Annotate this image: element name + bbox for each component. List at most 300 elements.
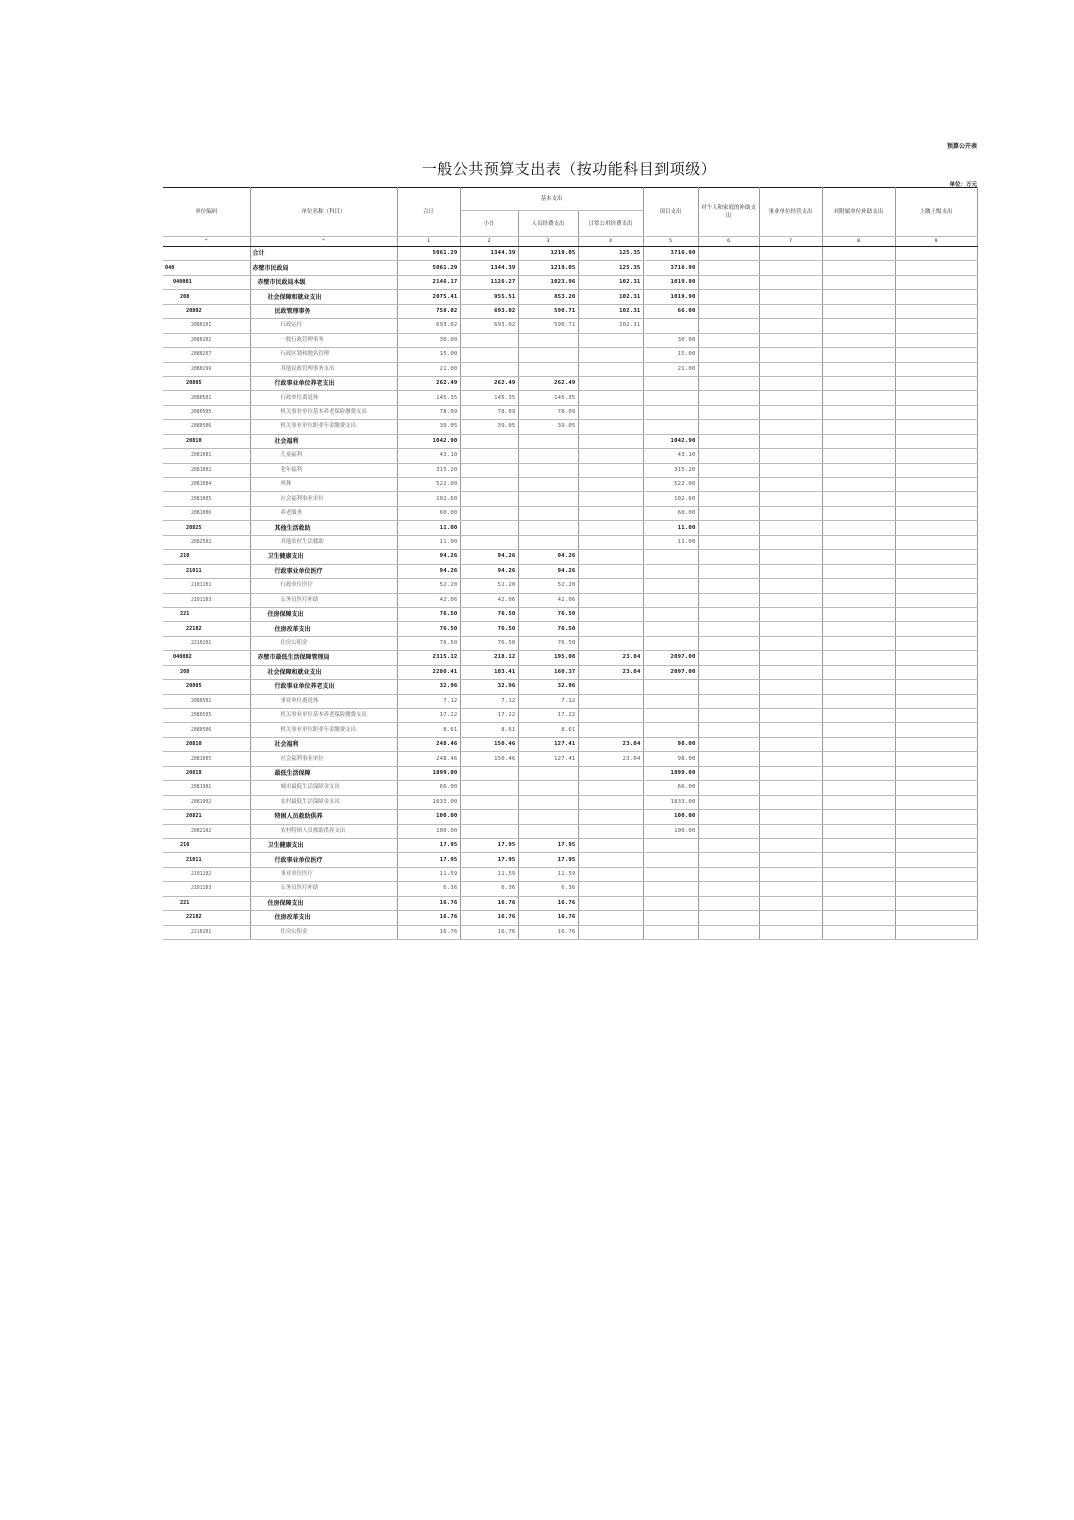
row-code: 22102	[163, 622, 250, 636]
row-empty-cell	[698, 579, 759, 593]
row-personnel	[518, 521, 578, 535]
row-code: 20821	[163, 810, 250, 824]
row-code: 2081005	[163, 492, 250, 506]
row-total: 2075.41	[397, 290, 460, 304]
table-row	[163, 449, 977, 463]
row-public	[578, 853, 643, 867]
row-empty-cell	[759, 579, 822, 593]
row-empty-cell	[895, 478, 977, 492]
row-project: 1019.90	[643, 290, 698, 304]
row-code: 2081004	[163, 478, 250, 492]
table-row	[163, 824, 977, 838]
row-empty-cell	[822, 579, 895, 593]
row-personnel: 17.95	[518, 853, 578, 867]
row-empty-cell	[698, 521, 759, 535]
row-public: 125.35	[578, 247, 643, 261]
row-public	[578, 391, 643, 405]
row-empty-cell	[895, 737, 977, 751]
table-row	[163, 781, 977, 795]
row-name: 农村最低生活保障金支出	[250, 795, 397, 809]
row-empty-cell	[759, 694, 822, 708]
row-name: 社会保障和就业支出	[250, 290, 397, 304]
row-subtotal	[460, 535, 518, 549]
row-empty-cell	[759, 853, 822, 867]
row-empty-cell	[698, 290, 759, 304]
row-empty-cell	[759, 651, 822, 665]
row-empty-cell	[895, 781, 977, 795]
row-personnel	[518, 795, 578, 809]
row-total: 758.02	[397, 304, 460, 318]
row-name: 住房公积金	[250, 925, 397, 939]
row-name: 行政单位离退休	[250, 391, 397, 405]
row-personnel	[518, 478, 578, 492]
row-subtotal: 76.50	[460, 636, 518, 650]
row-name: 社会福利	[250, 737, 397, 751]
row-total: 1833.00	[397, 795, 460, 809]
row-empty-cell	[822, 333, 895, 347]
row-project: 30.00	[643, 333, 698, 347]
row-personnel: 1219.05	[518, 261, 578, 275]
header-individual: 对个人和家庭的补助支出	[698, 188, 759, 237]
row-empty-cell	[895, 636, 977, 650]
row-total: 145.35	[397, 391, 460, 405]
row-empty-cell	[895, 348, 977, 362]
row-total: 8.61	[397, 723, 460, 737]
row-empty-cell	[822, 723, 895, 737]
row-empty-cell	[895, 766, 977, 780]
row-project	[643, 680, 698, 694]
row-empty-cell	[698, 405, 759, 419]
row-project	[643, 391, 698, 405]
row-subtotal: 145.35	[460, 391, 518, 405]
row-project: 21.00	[643, 362, 698, 376]
index-cell: 3	[518, 237, 578, 247]
table-row	[163, 853, 977, 867]
row-empty-cell	[759, 723, 822, 737]
row-name: 卫生健康支出	[250, 838, 397, 852]
row-project: 315.20	[643, 463, 698, 477]
row-code: 208	[163, 665, 250, 679]
row-personnel	[518, 463, 578, 477]
row-code: 221	[163, 896, 250, 910]
row-empty-cell	[822, 810, 895, 824]
row-empty-cell	[759, 607, 822, 621]
row-subtotal: 6.36	[460, 882, 518, 896]
row-empty-cell	[759, 492, 822, 506]
row-project	[643, 853, 698, 867]
index-cell: 7	[759, 237, 822, 247]
row-code: 040001	[163, 275, 250, 289]
table-row	[163, 275, 977, 289]
table-row	[163, 766, 977, 780]
row-empty-cell	[759, 376, 822, 390]
row-empty-cell	[895, 911, 977, 925]
table-row	[163, 564, 977, 578]
table-row	[163, 636, 977, 650]
row-subtotal	[460, 506, 518, 520]
row-empty-cell	[698, 896, 759, 910]
table-body	[163, 237, 977, 940]
row-personnel: 16.76	[518, 911, 578, 925]
row-name: 社会福利	[250, 434, 397, 448]
row-name: 赤壁市最低生活保障管理局	[250, 651, 397, 665]
row-personnel: 160.37	[518, 665, 578, 679]
row-personnel	[518, 348, 578, 362]
row-total: 11.00	[397, 521, 460, 535]
row-subtotal: 183.41	[460, 665, 518, 679]
row-empty-cell	[822, 607, 895, 621]
row-public	[578, 564, 643, 578]
row-empty-cell	[822, 651, 895, 665]
row-empty-cell	[759, 463, 822, 477]
row-code: 21011	[163, 564, 250, 578]
row-total: 39.05	[397, 420, 460, 434]
row-empty-cell	[698, 665, 759, 679]
row-empty-cell	[822, 896, 895, 910]
row-empty-cell	[895, 795, 977, 809]
row-subtotal: 16.76	[460, 925, 518, 939]
row-code: 2080201	[163, 319, 250, 333]
row-public	[578, 579, 643, 593]
row-empty-cell	[895, 607, 977, 621]
row-empty-cell	[822, 564, 895, 578]
row-empty-cell	[698, 607, 759, 621]
row-name: 社会福利事业单位	[250, 492, 397, 506]
row-name: 其他民政管理事务支出	[250, 362, 397, 376]
row-empty-cell	[895, 651, 977, 665]
row-empty-cell	[698, 550, 759, 564]
row-public	[578, 348, 643, 362]
row-total: 32.96	[397, 680, 460, 694]
row-name: 其他生活救助	[250, 521, 397, 535]
row-empty-cell	[759, 838, 822, 852]
row-name: 合计	[250, 247, 397, 261]
row-code: 2081006	[163, 506, 250, 520]
row-personnel: 11.59	[518, 867, 578, 881]
row-project	[643, 622, 698, 636]
row-empty-cell	[759, 896, 822, 910]
table-row	[163, 261, 977, 275]
row-empty-cell	[759, 622, 822, 636]
row-empty-cell	[895, 810, 977, 824]
row-empty-cell	[759, 781, 822, 795]
row-total: 17.22	[397, 709, 460, 723]
header-public: 日常公用经费支出	[578, 211, 643, 237]
row-total: 248.46	[397, 737, 460, 751]
row-public	[578, 882, 643, 896]
row-code: 20819	[163, 766, 250, 780]
row-empty-cell	[759, 550, 822, 564]
row-subtotal: 693.02	[460, 319, 518, 333]
row-public	[578, 376, 643, 390]
row-empty-cell	[822, 405, 895, 419]
row-code: 2081001	[163, 449, 250, 463]
row-empty-cell	[895, 304, 977, 318]
row-personnel	[518, 333, 578, 347]
row-project: 3716.90	[643, 247, 698, 261]
row-public	[578, 838, 643, 852]
row-empty-cell	[822, 247, 895, 261]
row-empty-cell	[822, 506, 895, 520]
row-personnel: 94.26	[518, 564, 578, 578]
row-empty-cell	[822, 824, 895, 838]
row-empty-cell	[822, 925, 895, 939]
row-public	[578, 593, 643, 607]
row-code: 2081901	[163, 781, 250, 795]
row-total: 16.76	[397, 911, 460, 925]
row-empty-cell	[895, 405, 977, 419]
row-code: 2081002	[163, 463, 250, 477]
row-project	[643, 709, 698, 723]
row-empty-cell	[759, 247, 822, 261]
row-public	[578, 680, 643, 694]
row-subtotal: 1126.27	[460, 275, 518, 289]
row-empty-cell	[759, 737, 822, 751]
row-empty-cell	[698, 593, 759, 607]
index-cell: 8	[822, 237, 895, 247]
row-subtotal	[460, 781, 518, 795]
row-empty-cell	[698, 247, 759, 261]
row-total: 5061.29	[397, 247, 460, 261]
row-name: 行政运行	[250, 319, 397, 333]
row-public	[578, 478, 643, 492]
row-project	[643, 593, 698, 607]
row-personnel	[518, 766, 578, 780]
index-cell: 9	[895, 237, 977, 247]
row-subtotal: 52.20	[460, 579, 518, 593]
row-name: 行政事业单位养老支出	[250, 376, 397, 390]
table-row	[163, 492, 977, 506]
row-subtotal: 1344.39	[460, 247, 518, 261]
table-row	[163, 579, 977, 593]
row-subtotal: 150.46	[460, 737, 518, 751]
row-empty-cell	[698, 275, 759, 289]
row-project	[643, 319, 698, 333]
row-subtotal: 17.95	[460, 838, 518, 852]
row-personnel: 17.22	[518, 709, 578, 723]
row-subtotal	[460, 348, 518, 362]
row-project: 43.10	[643, 449, 698, 463]
row-code: 2080506	[163, 420, 250, 434]
row-empty-cell	[698, 925, 759, 939]
row-empty-cell	[698, 492, 759, 506]
row-empty-cell	[698, 376, 759, 390]
row-empty-cell	[895, 838, 977, 852]
row-project	[643, 376, 698, 390]
row-total: 2146.17	[397, 275, 460, 289]
row-total: 2315.12	[397, 651, 460, 665]
row-empty-cell	[822, 737, 895, 751]
row-name: 城市最低生活保障金支出	[250, 781, 397, 795]
row-subtotal: 8.61	[460, 723, 518, 737]
table-row	[163, 810, 977, 824]
row-subtotal: 218.12	[460, 651, 518, 665]
row-project	[643, 550, 698, 564]
row-name: 儿童福利	[250, 449, 397, 463]
row-name: 农村特困人员救助供养支出	[250, 824, 397, 838]
row-empty-cell	[759, 275, 822, 289]
row-name: 社会保障和就业支出	[250, 665, 397, 679]
row-empty-cell	[895, 449, 977, 463]
row-subtotal: 11.59	[460, 867, 518, 881]
row-total: 78.09	[397, 405, 460, 419]
index-cell: 4	[578, 237, 643, 247]
row-personnel: 8.61	[518, 723, 578, 737]
row-empty-cell	[698, 420, 759, 434]
row-empty-cell	[698, 766, 759, 780]
row-empty-cell	[759, 665, 822, 679]
row-subtotal: 76.50	[460, 607, 518, 621]
row-empty-cell	[759, 304, 822, 318]
row-code: 2082502	[163, 535, 250, 549]
row-code: 2082102	[163, 824, 250, 838]
row-total: 693.02	[397, 319, 460, 333]
row-total: 94.26	[397, 550, 460, 564]
row-public	[578, 867, 643, 881]
table-row	[163, 319, 977, 333]
row-empty-cell	[698, 506, 759, 520]
row-empty-cell	[759, 795, 822, 809]
row-project	[643, 405, 698, 419]
index-row	[163, 237, 977, 247]
row-empty-cell	[822, 911, 895, 925]
row-empty-cell	[822, 362, 895, 376]
row-subtotal	[460, 492, 518, 506]
row-personnel	[518, 506, 578, 520]
row-empty-cell	[698, 752, 759, 766]
row-total: 6.36	[397, 882, 460, 896]
row-personnel: 127.41	[518, 752, 578, 766]
header-subsidy: 对附属单位补助支出	[822, 188, 895, 237]
row-subtotal: 94.26	[460, 550, 518, 564]
row-public	[578, 449, 643, 463]
row-total: 66.00	[397, 781, 460, 795]
row-total: 5061.29	[397, 261, 460, 275]
row-public	[578, 925, 643, 939]
row-empty-cell	[698, 463, 759, 477]
row-project	[643, 838, 698, 852]
row-public	[578, 607, 643, 621]
row-empty-cell	[698, 795, 759, 809]
row-empty-cell	[759, 319, 822, 333]
row-name: 行政区划和地名管理	[250, 348, 397, 362]
row-name: 住房保障支出	[250, 607, 397, 621]
row-name: 殡葬	[250, 478, 397, 492]
row-empty-cell	[698, 810, 759, 824]
row-empty-cell	[895, 853, 977, 867]
row-personnel	[518, 824, 578, 838]
row-personnel: 32.96	[518, 680, 578, 694]
row-empty-cell	[698, 709, 759, 723]
row-code: 221	[163, 607, 250, 621]
row-subtotal: 262.49	[460, 376, 518, 390]
row-project: 522.00	[643, 478, 698, 492]
row-empty-cell	[759, 506, 822, 520]
row-project	[643, 420, 698, 434]
table-row	[163, 607, 977, 621]
row-empty-cell	[759, 535, 822, 549]
row-personnel: 127.41	[518, 737, 578, 751]
row-total: 15.00	[397, 348, 460, 362]
row-empty-cell	[822, 867, 895, 881]
row-public	[578, 622, 643, 636]
row-personnel: 42.06	[518, 593, 578, 607]
row-empty-cell	[895, 622, 977, 636]
table-row	[163, 333, 977, 347]
row-total: 60.00	[397, 506, 460, 520]
row-empty-cell	[822, 636, 895, 650]
row-total: 52.20	[397, 579, 460, 593]
row-total: 1899.00	[397, 766, 460, 780]
row-empty-cell	[759, 766, 822, 780]
row-project	[643, 694, 698, 708]
row-empty-cell	[895, 550, 977, 564]
row-subtotal: 955.51	[460, 290, 518, 304]
row-personnel: 78.09	[518, 405, 578, 419]
row-project	[643, 925, 698, 939]
row-name: 行政事业单位医疗	[250, 564, 397, 578]
page-title: 一般公共预算支出表（按功能科目到项级）	[421, 160, 717, 178]
row-project	[643, 579, 698, 593]
row-code: 22102	[163, 911, 250, 925]
row-empty-cell	[698, 911, 759, 925]
table-row	[163, 405, 977, 419]
row-total: 100.00	[397, 810, 460, 824]
row-project: 66.00	[643, 304, 698, 318]
row-total: 76.50	[397, 636, 460, 650]
row-public	[578, 824, 643, 838]
row-personnel: 262.49	[518, 376, 578, 390]
row-public	[578, 781, 643, 795]
row-total: 16.76	[397, 896, 460, 910]
row-subtotal	[460, 449, 518, 463]
row-empty-cell	[822, 449, 895, 463]
row-empty-cell	[759, 911, 822, 925]
row-total: 43.10	[397, 449, 460, 463]
row-name: 公务员医疗补助	[250, 882, 397, 896]
row-personnel: 52.20	[518, 579, 578, 593]
table-row	[163, 665, 977, 679]
row-project: 1042.90	[643, 434, 698, 448]
row-name: 住房改革支出	[250, 911, 397, 925]
table-row	[163, 521, 977, 535]
row-name: 行政事业单位养老支出	[250, 680, 397, 694]
row-empty-cell	[698, 319, 759, 333]
row-code: 2210201	[163, 636, 250, 650]
row-empty-cell	[759, 636, 822, 650]
row-project: 15.00	[643, 348, 698, 362]
table-row	[163, 896, 977, 910]
row-empty-cell	[698, 636, 759, 650]
row-empty-cell	[698, 304, 759, 318]
row-personnel	[518, 492, 578, 506]
row-total: 76.50	[397, 622, 460, 636]
row-code: 2080505	[163, 405, 250, 419]
row-empty-cell	[895, 896, 977, 910]
row-empty-cell	[895, 376, 977, 390]
row-public: 102.31	[578, 319, 643, 333]
row-total: 30.00	[397, 333, 460, 347]
row-total: 248.46	[397, 752, 460, 766]
row-empty-cell	[895, 492, 977, 506]
row-public: 23.04	[578, 752, 643, 766]
row-project	[643, 882, 698, 896]
row-personnel: 6.36	[518, 882, 578, 896]
row-total: 94.26	[397, 564, 460, 578]
header-personnel: 人员经费支出	[518, 211, 578, 237]
row-total: 1042.90	[397, 434, 460, 448]
row-subtotal	[460, 824, 518, 838]
